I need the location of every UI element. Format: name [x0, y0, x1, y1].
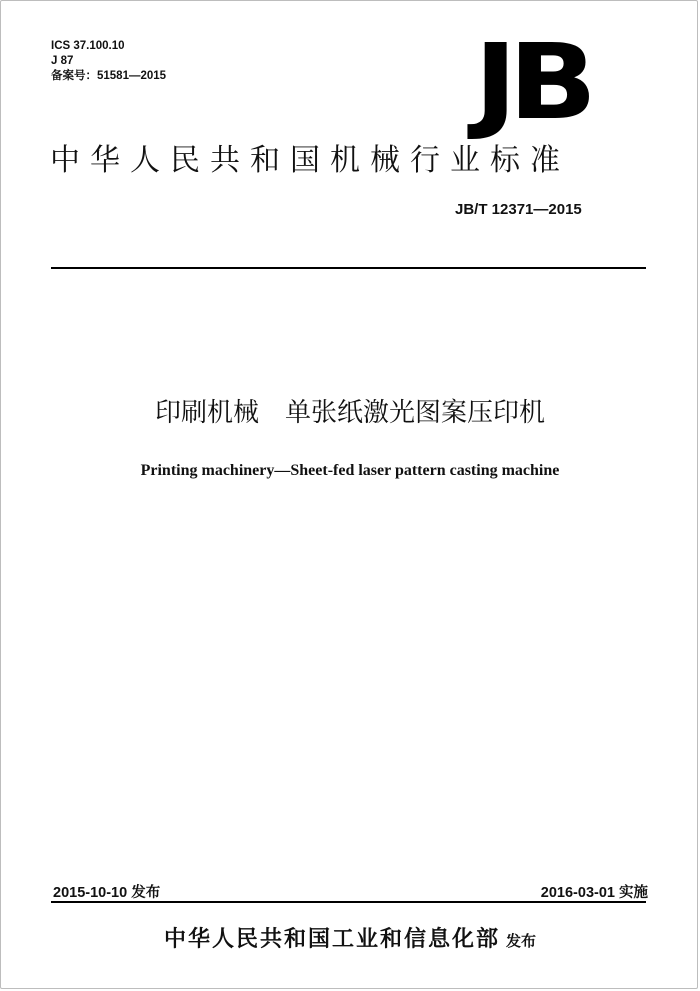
issuer-line: [0, 922, 700, 953]
issuer-action: 发布: [506, 932, 537, 950]
implementation-date: 2016-03-01 实施: [540, 885, 648, 901]
bottom-divider: [51, 901, 646, 903]
jb-logo: JB: [474, 21, 589, 143]
standard-number: JB/T 12371—2015: [455, 201, 582, 218]
ccs-code: J 87: [51, 55, 74, 67]
title-english: Printing machinery—Sheet-fed laser pattern casting machine: [140, 462, 560, 479]
standard-type: 中华人民共和国机械行业标准: [50, 143, 570, 178]
issuer-organization: 中华人民共和国工业和信息化部: [163, 927, 500, 952]
classification-block: [51, 39, 166, 84]
top-divider: [51, 267, 646, 269]
ics-code: ICS 37.100.10: [51, 40, 125, 52]
title-chinese: 印刷机械 单张纸激光图案压印机: [154, 398, 545, 428]
issue-date: 2015-10-10 发布: [53, 885, 161, 901]
filing-number: 备案号：51581—2015: [51, 70, 167, 82]
